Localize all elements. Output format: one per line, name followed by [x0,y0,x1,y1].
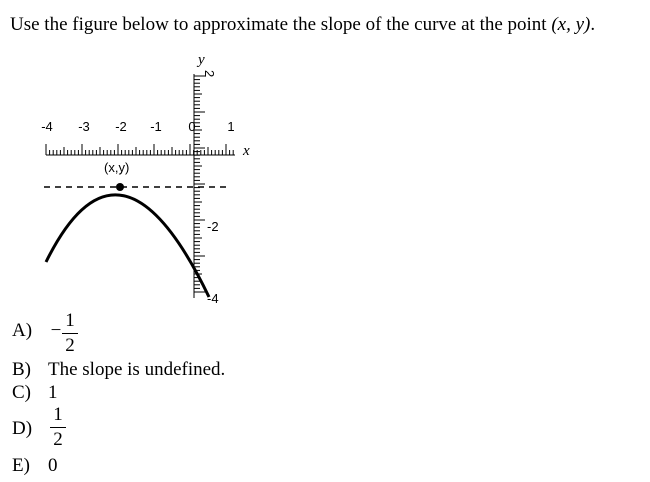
choice-letter: C) [12,382,31,403]
x-tick-label: 1 [227,119,235,134]
choice-a-fraction [62,310,78,357]
question-stem: Use the figure below to approximate the slope of the curve at the point [10,14,547,35]
x-tick-label: -3 [78,119,90,134]
choice-a-sign: − [50,320,62,341]
choice-letter: A) [12,320,33,341]
curve [46,195,209,297]
x-tick-label: -1 [150,119,162,134]
choice-text: 1 [48,382,58,403]
choice-e[interactable] [12,455,58,477]
choice-c[interactable] [12,382,58,404]
point-marker [116,183,124,191]
x-tick-label: 0 [188,119,196,134]
choice-b[interactable] [12,359,225,381]
choice-a[interactable] [12,320,48,342]
question-end: . [590,14,596,35]
x-tick-label: -2 [115,119,127,134]
choice-letter: E) [12,455,30,476]
denominator: 2 [53,429,63,450]
numerator: 1 [53,404,63,425]
choice-letter: B) [12,359,31,380]
denominator: 2 [65,335,75,356]
y-tick-label: -2 [207,219,219,234]
question-point: (x, y) [551,14,591,35]
choice-d-fraction [50,404,66,451]
choice-text: 0 [48,455,58,476]
y-tick-label: -4 [207,291,219,306]
numerator: 1 [65,310,75,331]
x-tick-label: -4 [41,119,53,134]
choice-letter: D) [12,418,33,439]
axes [46,74,235,298]
y-tick-label: 2 [202,70,217,78]
point-label: (x,y) [104,160,130,175]
x-axis-name: x [243,143,250,159]
y-axis-name: y [198,52,205,68]
choice-text: The slope is undefined. [48,359,226,380]
choice-d[interactable] [12,418,48,440]
